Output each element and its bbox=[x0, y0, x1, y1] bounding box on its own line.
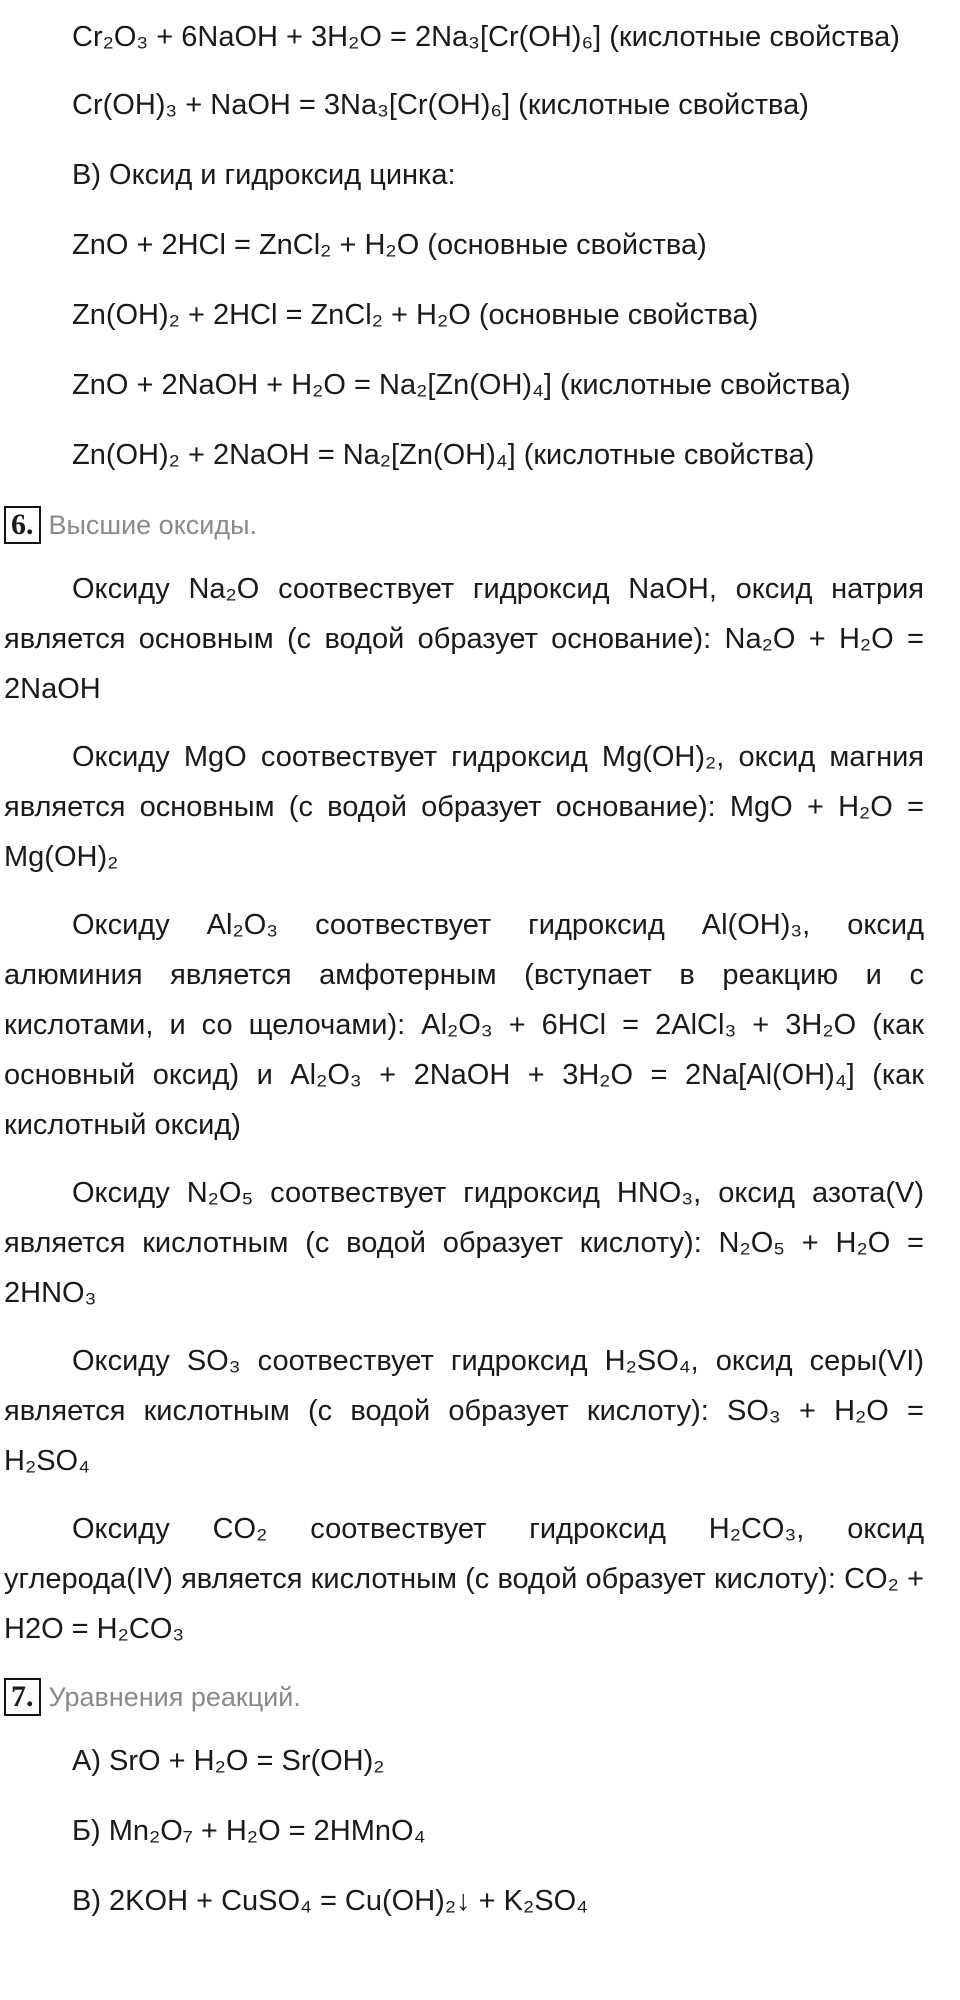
paragraph: Оксиду Na₂O соотвествует гидроксид NaOH, оксид натрия является основным (с водой образует основание): Na₂O + H₂O = 2NaOH bbox=[4, 573, 924, 705]
equation-line: Cr₂O₃ + 6NaOH + 3H₂O = 2Na₃[Cr(OH)₆] (кислотные свойства) bbox=[72, 21, 900, 53]
paragraph: Оксиду N₂O₅ соотвествует гидроксид HNO₃, оксид азота(V) является кислотным (с водой образует кислоту): N₂O₅ + H₂O = 2HNO₃ bbox=[4, 1177, 924, 1309]
subheading: В) Оксид и гидроксид цинка: bbox=[72, 159, 456, 191]
paragraph: Оксиду MgO соотвествует гидроксид Mg(OH)₂, оксид магния является основным (с водой образует основание): MgO + H₂O = Mg(OH)₂ bbox=[4, 741, 924, 873]
document bbox=[4, 12, 924, 1946]
equation-line: В) 2KOH + CuSO₄ = Cu(OH)₂↓ + K₂SO₄ bbox=[72, 1885, 588, 1917]
equation-line: Б) Mn₂O₇ + H₂O = 2HMnO₄ bbox=[72, 1815, 426, 1847]
section-number-box: 6. bbox=[4, 506, 41, 544]
equation-line: Zn(OH)₂ + 2NaOH = Na₂[Zn(OH)₄] (кислотные свойства) bbox=[72, 439, 815, 471]
paragraph: Оксиду CO₂ соотвествует гидроксид H₂CO₃, оксид углерода(IV) является кислотным (с водой образует кислоту): CO₂ + H2O = H₂CO₃ bbox=[4, 1513, 924, 1645]
paragraph: Оксиду SO₃ соотвествует гидроксид H₂SO₄, оксид серы(VI) является кислотным (с водой образует кислоту): SO₃ + H₂O = H₂SO₄ bbox=[4, 1345, 924, 1477]
equation-line: ZnO + 2HCl = ZnCl₂ + H₂O (основные свойства) bbox=[72, 229, 707, 261]
equation-line: ZnO + 2NaOH + H₂O = Na₂[Zn(OH)₄] (кислотные свойства) bbox=[72, 369, 851, 401]
equation-line: Cr(OH)₃ + NaOH = 3Na₃[Cr(OH)₆] (кислотные свойства) bbox=[72, 89, 809, 121]
equation-line: А) SrO + H₂O = Sr(OH)₂ bbox=[72, 1745, 385, 1777]
section-title: Уравнения реакций. bbox=[48, 1682, 301, 1712]
section-number-box: 7. bbox=[4, 1678, 41, 1716]
section-6-header bbox=[4, 500, 924, 550]
section-title: Высшие оксиды. bbox=[48, 510, 258, 540]
section-7-header bbox=[4, 1672, 924, 1722]
paragraph: Оксиду Al₂O₃ соотвествует гидроксид Al(OH)₃, оксид алюминия является амфотерным (вступает в реакцию и с кислотами, и со щелочами): Al₂O₃ + 6HCl = 2AlCl₃ + 3H₂O (как основный оксид) и Al₂O₃ + 2NaOH + 3H₂O = 2Na[Al(OH)₄] (как кислотный оксид) bbox=[4, 909, 924, 1141]
equation-line: Zn(OH)₂ + 2HCl = ZnCl₂ + H₂O (основные свойства) bbox=[72, 299, 759, 331]
